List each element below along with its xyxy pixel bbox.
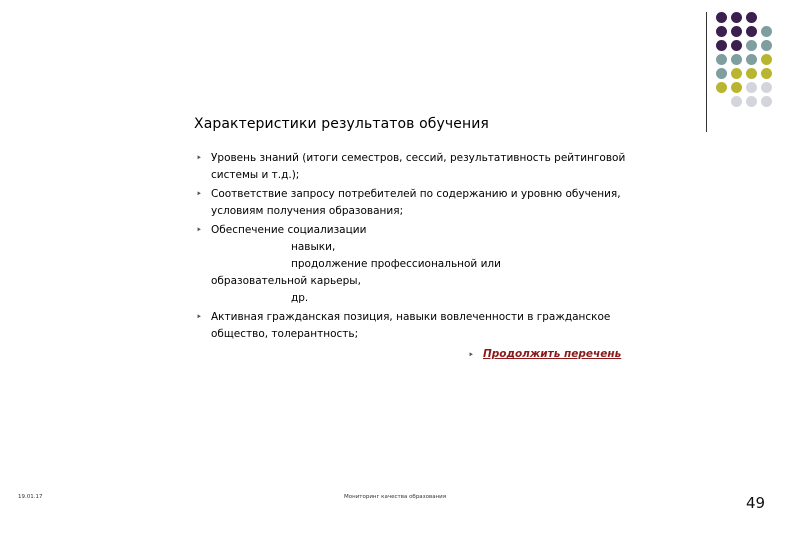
bullet-subline: образовательной карьеры, [211,275,361,287]
decorative-dot [746,54,757,65]
bullet-list [196,150,626,345]
decorative-dot [746,96,757,107]
decorative-dot [746,26,757,37]
list-item [196,150,626,184]
bullet-icon: ⯈ [468,351,474,359]
slide-title: Характеристики результатов обучения [194,116,489,132]
bullet-icon: ⯈ [196,154,202,162]
decorative-dot [716,12,727,23]
bullet-icon: ⯈ [196,226,202,234]
footer-date: 19.01.17 [18,494,43,500]
bullet-icon: ⯈ [196,190,202,198]
decorative-dot [731,54,742,65]
decorative-dot [761,96,772,107]
decorative-dot [761,12,772,23]
decorative-dot [731,82,742,93]
bullet-icon: ⯈ [196,313,202,321]
decorative-dot [716,26,727,37]
continue-list-link[interactable]: Продолжить перечень [482,348,622,360]
page-number: 49 [746,494,766,512]
bullet-text: Обеспечение социализации [211,224,367,236]
decorative-dot [731,68,742,79]
bullet-text: Активная гражданская позиция, навыки вовлеченности в гражданское общество, толерантность; [211,311,611,340]
decorative-dot [746,40,757,51]
decorative-dot [731,26,742,37]
bullet-subline: продолжение профессиональной или [291,258,501,270]
list-item [196,186,626,220]
decorative-dot [716,96,727,107]
decorative-dot [746,12,757,23]
bullet-subline: навыки, [291,241,336,253]
bullet-text: Уровень знаний (итоги семестров, сессий, результативность рейтинговой системы и т.д.); [211,152,626,181]
decorative-dot [716,54,727,65]
decorative-dot [761,68,772,79]
decorative-dot [761,54,772,65]
decorative-dot [716,68,727,79]
decorative-dot [731,40,742,51]
decorative-dot [761,40,772,51]
decorative-dot [746,68,757,79]
bullet-subline: др. [291,292,309,304]
decorative-dot [746,82,757,93]
decorative-dot [761,82,772,93]
list-item [196,309,626,343]
decorative-dot-grid [716,12,773,108]
decorative-dot [731,12,742,23]
bullet-text: Соответствие запросу потребителей по содержанию и уровню обучения, условиям получения образования; [211,188,621,217]
footer-title: Мониторинг качества образования [344,494,447,500]
decorative-dot [761,26,772,37]
divider-line [706,12,707,132]
decorative-dot [731,96,742,107]
decorative-dot [716,40,727,51]
continue-list [468,348,621,360]
list-item [196,222,626,307]
decorative-dot [716,82,727,93]
